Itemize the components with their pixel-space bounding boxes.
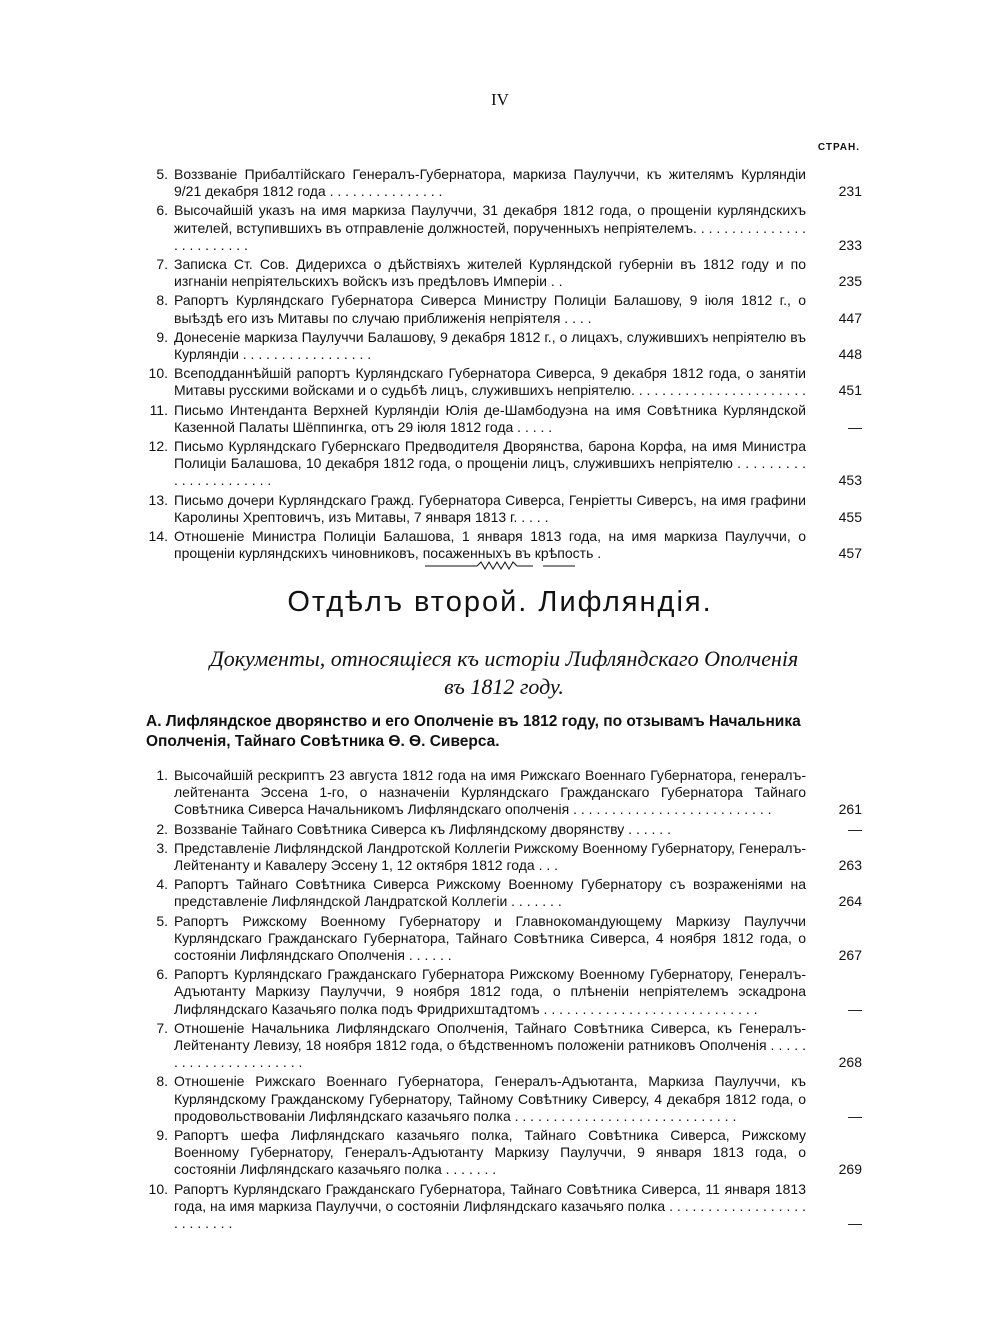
toc-entry: [146, 767, 862, 819]
entry-page: 264: [838, 893, 862, 910]
entry-text: Рапортъ шефа Лифляндскаго казачьяго полка, Тайнаго Совѣтника Сиверса, Рижскому Военному Губернатору, Генералъ-Адъютанту Маркизу Паулуччи, 9 января 1813 года, о состояніи Лифляндскаго казачьяго полка . . . . . . .: [174, 1127, 806, 1178]
toc-entry: [146, 1127, 862, 1179]
toc-list-section-2: [146, 767, 862, 1234]
entry-page: 448: [838, 346, 862, 363]
entry-number: 14.: [148, 528, 168, 545]
entry-page: 451: [838, 382, 862, 399]
entry-text: Рапортъ Курляндскаго Гражданскаго Губернатора Рижскому Военному Губернатору, Генералъ-Адъютанту Маркизу Паулуччи, 9 ноября 1812 года, о плѣненіи непріятелемъ эскадрона Лифляндскаго Казачьяго полка подъ Фридрихштадтомъ . . . . . . . . . . . . . . . . . . . . . . . . . . . .: [174, 966, 806, 1017]
toc-entry: [146, 292, 862, 326]
toc-entry: [146, 840, 862, 874]
entry-number: 10.: [148, 365, 168, 382]
entry-page: 231: [838, 183, 862, 200]
entry-number: 5.: [156, 912, 168, 929]
toc-entry: [146, 1020, 862, 1072]
entry-text: Письмо дочери Курляндскаго Гражд. Губернатора Сиверса, Генріетты Сиверсъ, на имя графини Каролины Хрептовичъ, изъ Митавы, 7 января 1813 г. . . . .: [174, 491, 806, 525]
entry-text: Письмо Курляндскаго Губернскаго Предводителя Дворянства, барона Корфа, на имя Министра Полиціи Балашова, 10 декабря 1812 года, о прощеніи лицъ, служившихъ непріятелю . . . . . . . . . . . . . . . . . . . . . .: [174, 438, 806, 489]
entry-page: 267: [838, 947, 862, 964]
toc-entry: [146, 1181, 862, 1233]
entry-text: Воззваніе Прибалтійскаго Генералъ-Губернатора, маркиза Паулуччи, къ жителямъ Курляндіи 9/21 декабря 1812 года . . . . . . . . . . . . . . .: [174, 166, 806, 200]
entry-number: 6.: [156, 966, 168, 983]
entry-text: Высочайшій указъ на имя маркиза Паулуччи, 31 декабря 1812 года, о прощеніи курляндскихъ жителей, вступившихъ въ отправленіе должностей, порученныхъ непріятелемъ. . . . . . . . . . . . . . . . . . . . . . . . .: [174, 202, 806, 253]
entry-text: Рапортъ Курляндскаго Гражданскаго Губернатора, Тайнаго Совѣтника Сиверса, 11 января 1813 года, на имя маркиза Паулуччи, о состояніи Лифляндскаго казачьяго полка . . . . . . . . . . . . . . . . . . . . . . . . . .: [174, 1180, 806, 1232]
entry-text: Записка Ст. Сов. Дидерихса о дѣйствіяхъ жителей Курляндской губерніи въ 1812 году и по изгнаніи непріятельскихъ войскъ изъ предѣловъ Имперіи . .: [174, 256, 806, 290]
section-title: Отдѣлъ второй. Лифляндія.: [287, 586, 713, 618]
entry-page: 447: [838, 309, 862, 326]
entry-page: 261: [838, 801, 862, 818]
subsection-heading-a: А. Лифляндское дворянство и его Ополченіе въ 1812 году, по отзывамъ Начальника Ополченія, Тайнаго Совѣтника Ѳ. Ѳ. Сиверса.: [146, 713, 801, 750]
toc-entry: [146, 438, 862, 490]
entry-page: —: [848, 1215, 862, 1232]
toc-entry: [146, 492, 862, 526]
entry-number: 9.: [156, 1127, 168, 1144]
entry-number: 8.: [156, 1073, 168, 1090]
entry-number: 11.: [149, 401, 168, 418]
entry-number: 3.: [156, 839, 168, 856]
toc-entry: [146, 329, 862, 363]
toc-entry: [146, 256, 862, 290]
entry-page: 457: [838, 545, 862, 562]
entry-text: Отношеніе Рижскаго Военнаго Губернатора, Генералъ-Адъютанта, Маркиза Паулуччи, къ Курляндскому Гражданскому Губернатору, Тайному Совѣтнику Сиверсу, 4 декабря 1812 года, о продовольствованіи Лифляндскаго казачьяго полка . . . . . . . . . . . . . . . . . . . . . . . . . . . . .: [174, 1073, 806, 1124]
entry-number: 2.: [156, 820, 168, 837]
entry-text: Отношеніе Министра Полиціи Балашова, 1 января 1813 года, на имя маркиза Паулуччи, о прощеніи курляндскихъ чиновниковъ, посаженныхъ въ крѣпость .: [174, 528, 806, 562]
toc-entry: [146, 821, 862, 838]
toc-entry: [146, 913, 862, 965]
subtitle-line-1: Документы, относящіеся къ исторіи Лифляндскаго Ополченія: [209, 646, 799, 671]
entry-page: 233: [838, 236, 862, 253]
entry-page: 268: [838, 1054, 862, 1071]
entry-page: —: [848, 1000, 862, 1017]
entry-number: 8.: [156, 292, 168, 309]
entry-page: 263: [838, 857, 862, 874]
entry-text: Воззваніе Тайнаго Совѣтника Сиверса къ Лифляндскому дворянству . . . . . .: [174, 820, 671, 837]
toc-entry: [146, 966, 862, 1018]
toc-entry: [146, 166, 862, 200]
entry-text: Высочайшій рескриптъ 23 августа 1812 года на имя Рижскаго Военнаго Губернатора, генералъ-лейтенанта Эссена 1-го, о назначеніи Курляндскаго Гражданскаго Губернатора Тайнаго Совѣтника Сиверса Начальникомъ Лифляндскаго ополченія . . . . . . . . . . . . . . . . . . . . . . . . . .: [174, 767, 806, 818]
entry-page: —: [848, 820, 862, 837]
toc-entry: [146, 1073, 862, 1125]
entry-page: 453: [838, 472, 862, 489]
entry-text: Представленіе Лифляндской Ландротской Коллегіи Рижскому Военному Губернатору, Генералъ-Лейтенанту и Кавалеру Эссену 1, 12 октября 1812 года . . .: [174, 839, 806, 874]
entry-page: 455: [838, 508, 862, 525]
entry-number: 12.: [148, 438, 168, 455]
ornamental-divider: [425, 558, 575, 572]
entry-number: 9.: [156, 328, 168, 345]
toc-entry: [146, 202, 862, 254]
entry-number: 13.: [148, 491, 168, 508]
entry-number: 7.: [156, 256, 168, 273]
entry-text: Рапортъ Тайнаго Совѣтника Сиверса Рижскому Военному Губернатору съ возраженіями на представленіе Лифляндской Ландратской Коллегіи . . . . . . .: [174, 876, 806, 910]
entry-page: —: [848, 418, 862, 435]
entry-number: 7.: [156, 1019, 168, 1036]
entry-page: 235: [838, 273, 862, 290]
entry-page: —: [848, 1107, 862, 1124]
toc-list-section-1: [146, 166, 862, 564]
entry-text: Всеподданнѣйшій рапортъ Курляндскаго Губернатора Сиверса, 9 декабря 1812 года, о занятіи Митавы русскими войсками и о судьбѣ лицъ, служившихъ непріятелю. . . . . . . . . . . . . . . . . . . . . . .: [174, 365, 807, 399]
entry-text: Письмо Интенданта Верхней Курляндіи Юлія де-Шамбодуэна на имя Совѣтника Курляндской Казенной Палаты Шёппингка, отъ 29 іюля 1812 года . . . . .: [174, 401, 806, 435]
section-subtitle: [146, 645, 862, 701]
toc-entry: [146, 402, 862, 436]
subtitle-line-2: въ 1812 году.: [444, 674, 564, 699]
entry-number: 5.: [156, 166, 168, 182]
entry-text: Рапортъ Курляндскаго Губернатора Сиверса Министру Полиціи Балашову, 9 іюля 1812 г., о выѣздѣ его изъ Митавы по случаю приближенія непріятеля . . . .: [174, 292, 806, 326]
entry-page: 269: [838, 1161, 862, 1178]
entry-number: 4.: [156, 876, 168, 893]
entry-text: Донесеніе маркиза Паулуччи Балашову, 9 декабря 1812 г., о лицахъ, служившихъ непріятелю въ Курляндіи . . . . . . . . . . . . . . . . .: [174, 328, 806, 363]
toc-entry: [146, 876, 862, 910]
entry-number: 6.: [156, 202, 168, 219]
entry-number: 10.: [148, 1180, 168, 1197]
page-number: IV: [491, 90, 509, 109]
entry-text: Отношеніе Начальника Лифляндскаго Ополченія, Тайнаго Совѣтника Сиверса, къ Генералъ-Лейтенанту Левизу, 18 ноября 1812 года, о бѣдственномъ положеніи ратниковъ Ополченія . . . . . . . . . . . . . . . . . . . . . .: [174, 1019, 806, 1071]
entry-text: Рапортъ Рижскому Военному Губернатору и Главнокомандующему Маркизу Паулуччи Курляндскаго Гражданскаго Губернатора, Тайнаго Совѣтника Сиверса, 4 ноября 1812 года, о состояніи Лифляндскаго Ополченія . . . . . .: [174, 912, 806, 964]
page-column-header: СТРАН.: [817, 142, 860, 153]
entry-number: 1.: [156, 767, 168, 783]
toc-entry: [146, 365, 862, 399]
